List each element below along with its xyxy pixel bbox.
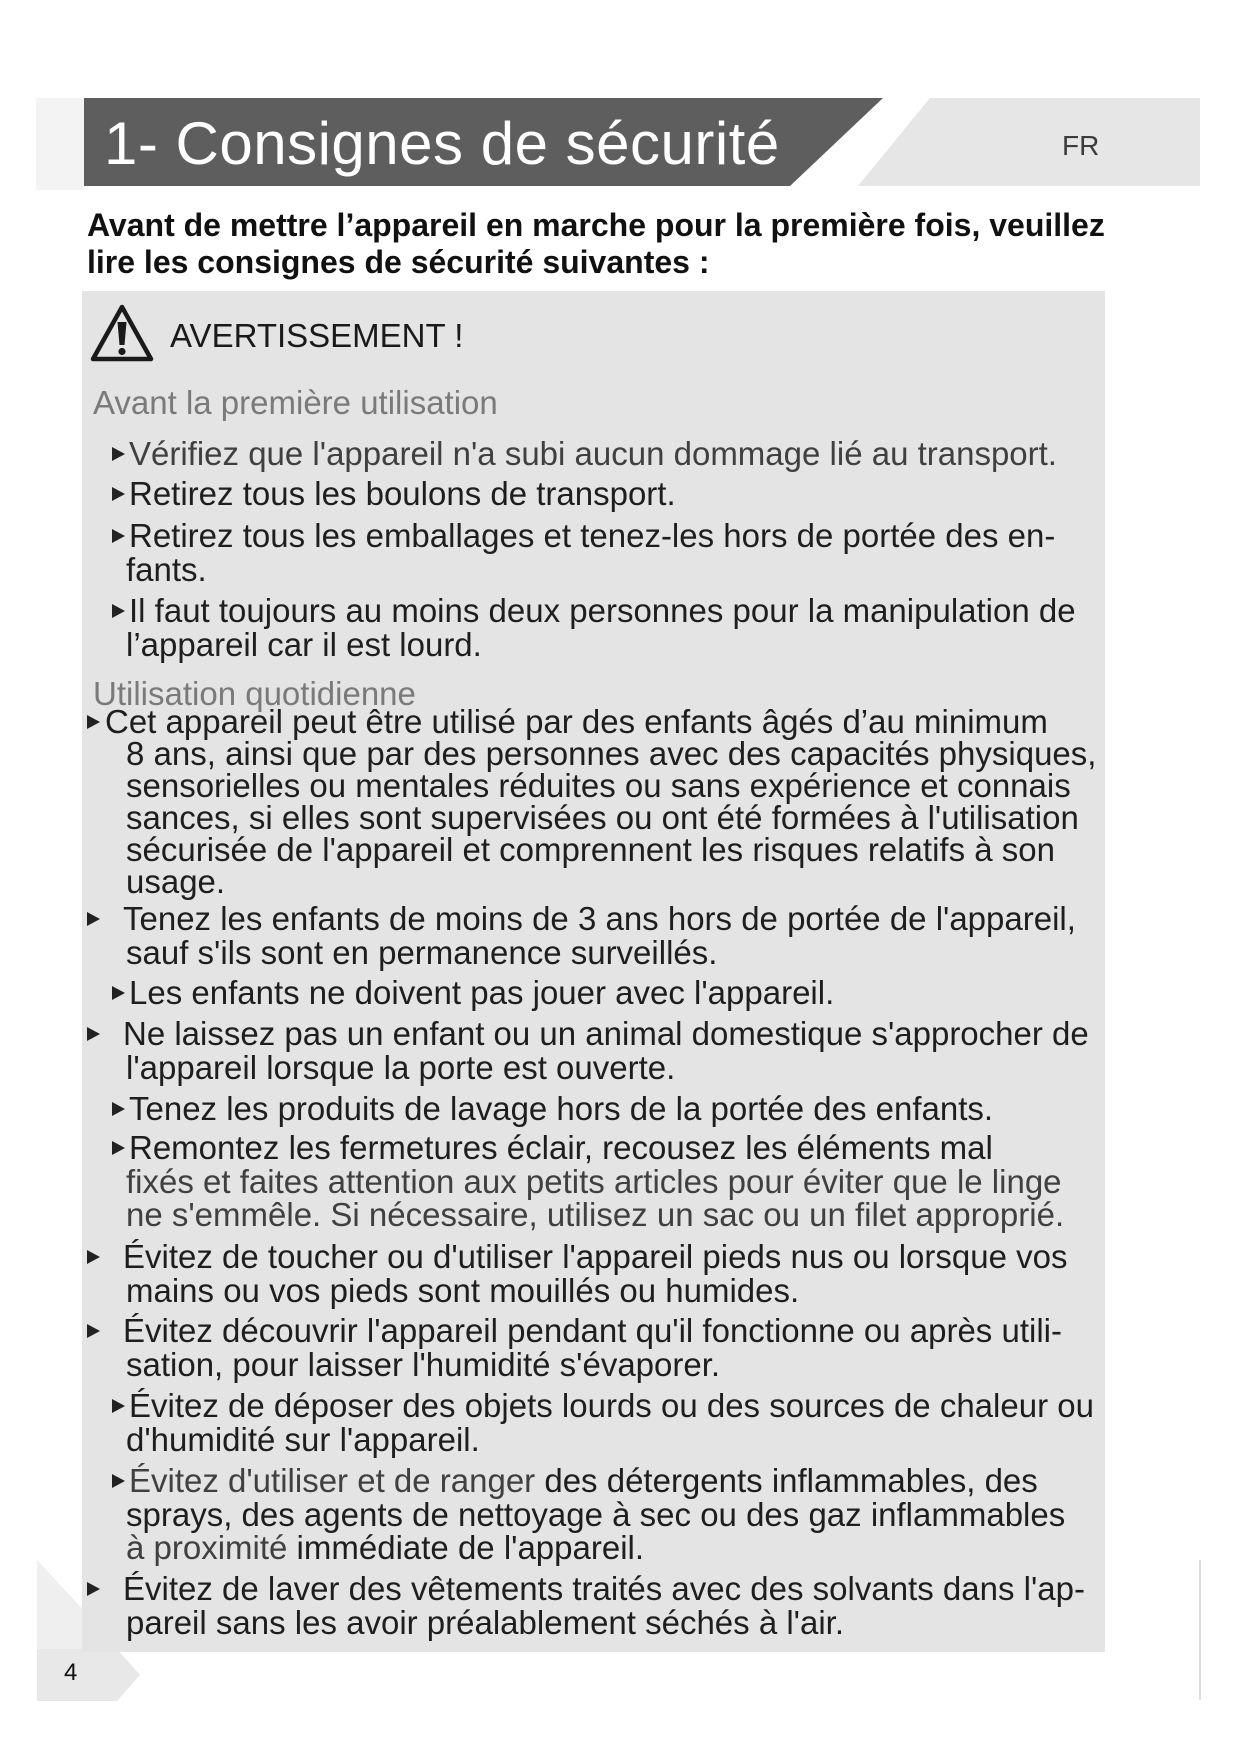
list-item	[112, 1131, 1064, 1232]
item-text: Tenez les enfants de moins de 3 ans hors de portée de l'appareil,	[123, 900, 1076, 937]
item-text: Cet appareil peut être utilisé par des enfants âgés d’au minimum	[105, 703, 1048, 740]
item-text: Retirez tous les emballages et tenez-les hors de portée des en-	[129, 517, 1056, 554]
item-text: l'appareil lorsque la porte est ouverte.	[126, 1048, 676, 1086]
item-text: sances, si elles sont supervisées ou ont été formées à l'utilisation	[126, 799, 1079, 836]
item-text: sensorielles ou mentales réduites ou sans expérience et connais	[126, 767, 1071, 804]
item-text: Retirez tous les boulons de transport.	[129, 475, 676, 512]
item-text: fixés et faites attention aux petits articles pour éviter que le linge	[126, 1162, 1062, 1200]
warning-triangle-icon	[89, 302, 155, 364]
item-text: sation, pour laisser l'humidité s'évaporer.	[126, 1345, 721, 1383]
warning-title: AVERTISSEMENT !	[170, 317, 464, 354]
list-item	[112, 1389, 1094, 1456]
page-number-tab	[37, 1649, 140, 1701]
item-text: Vérifiez que l'appareil n'a subi aucun dommage lié au transport.	[129, 435, 1057, 472]
list-item	[87, 1017, 1089, 1084]
page-number: 4	[64, 1659, 78, 1686]
item-text: Tenez les produits de lavage hors de la portée des enfants.	[129, 1090, 994, 1127]
list-item	[112, 477, 676, 511]
section-heading-before-first-use: Avant la première utilisation	[93, 384, 498, 421]
item-text: Ne laissez pas un enfant ou un animal domestique s'approcher de	[123, 1015, 1089, 1052]
bullet-arrow-icon	[112, 1474, 125, 1488]
item-text: Il faut toujours au moins deux personnes pour la manipulation de	[129, 592, 1076, 629]
bullet-arrow-icon	[87, 1027, 100, 1041]
item-text: Évitez de déposer des objets lourds ou des sources de chaleur ou	[129, 1387, 1094, 1424]
warning-box	[82, 291, 1105, 1652]
item-text: d'humidité sur l'appareil.	[126, 1420, 480, 1458]
item-text: sauf s'ils sont en permanence surveillés.	[126, 933, 718, 971]
list-item	[112, 437, 1057, 471]
page-title: 1- Consignes de sécurité	[104, 110, 780, 177]
item-text: usage.	[126, 863, 226, 900]
list-item	[112, 1464, 1065, 1565]
item-text: fants.	[126, 550, 207, 588]
item-text: l’appareil car il est lourd.	[126, 625, 482, 663]
item-text: Évitez découvrir l'appareil pendant qu'il fonctionne ou après utili-	[123, 1312, 1062, 1349]
item-text: 8 ans, ainsi que par des personnes avec des capacités physiques,	[126, 735, 1097, 772]
bullet-arrow-icon	[112, 1102, 125, 1116]
item-text: immédiate de l'appareil.	[287, 1529, 645, 1566]
item-text: Évitez de toucher ou d'utiliser l'appareil pieds nus ou lorsque vos	[123, 1238, 1068, 1275]
bullet-arrow-icon	[87, 1582, 100, 1596]
bullet-arrow-icon	[87, 912, 100, 926]
language-tab-shape	[858, 98, 1200, 186]
list-item	[87, 902, 1076, 969]
item-text: sécurisée de l'appareil et comprennent les risques relatifs à son	[126, 831, 1055, 868]
item-text: sprays, des agents de nettoyage à sec ou des gaz inflammables	[126, 1495, 1066, 1533]
bullet-arrow-icon	[87, 715, 100, 729]
list-item	[87, 1572, 1085, 1639]
list-item	[87, 1240, 1067, 1307]
bullet-arrow-icon	[112, 447, 125, 461]
item-text: ne s'emmêle. Si nécessaire, utilisez un sac ou un filet approprié.	[126, 1196, 1065, 1233]
item-text: à proximité	[126, 1529, 288, 1566]
intro-line: lire les consignes de sécurité suivantes :	[87, 244, 710, 280]
list-item	[112, 519, 1055, 586]
list-item	[112, 976, 834, 1010]
section-heading-daily-use: Utilisation quotidienne	[93, 675, 416, 712]
bullet-arrow-icon	[112, 529, 125, 543]
item-text: Évitez de laver des vêtements traités avec des solvants dans l'ap-	[123, 1570, 1085, 1607]
list-item	[112, 1092, 993, 1126]
item-text: pareil sans les avoir préalablement séchés à l'air.	[126, 1603, 845, 1641]
item-text: Les enfants ne doivent pas jouer avec l'appareil.	[129, 974, 835, 1011]
item-text: mains ou vos pieds sont mouillés ou humides.	[126, 1271, 800, 1309]
footer-corner-shape	[37, 1560, 88, 1649]
list-item	[112, 594, 1076, 661]
list-item	[87, 1314, 1062, 1381]
bullet-arrow-icon	[112, 986, 125, 1000]
bullet-arrow-icon	[112, 1399, 125, 1413]
item-text: Remontez les fermetures éclair, recousez les éléments mal	[129, 1129, 993, 1166]
bullet-arrow-icon	[87, 1324, 100, 1338]
intro-line: Avant de mettre l’appareil en marche pour la première fois, veuillez	[87, 207, 1105, 243]
bullet-arrow-icon	[112, 1141, 125, 1155]
bullet-arrow-icon	[87, 1250, 100, 1264]
bullet-arrow-icon	[112, 604, 125, 618]
item-text: des détergents inflammables, des	[535, 1462, 1038, 1499]
intro-text	[87, 207, 1105, 281]
item-text: Évitez d'utiliser et de ranger	[129, 1462, 536, 1499]
header-left-strip	[36, 98, 84, 190]
list-item	[87, 703, 1097, 900]
bullet-arrow-icon	[112, 487, 125, 501]
language-label: FR	[1062, 130, 1100, 161]
